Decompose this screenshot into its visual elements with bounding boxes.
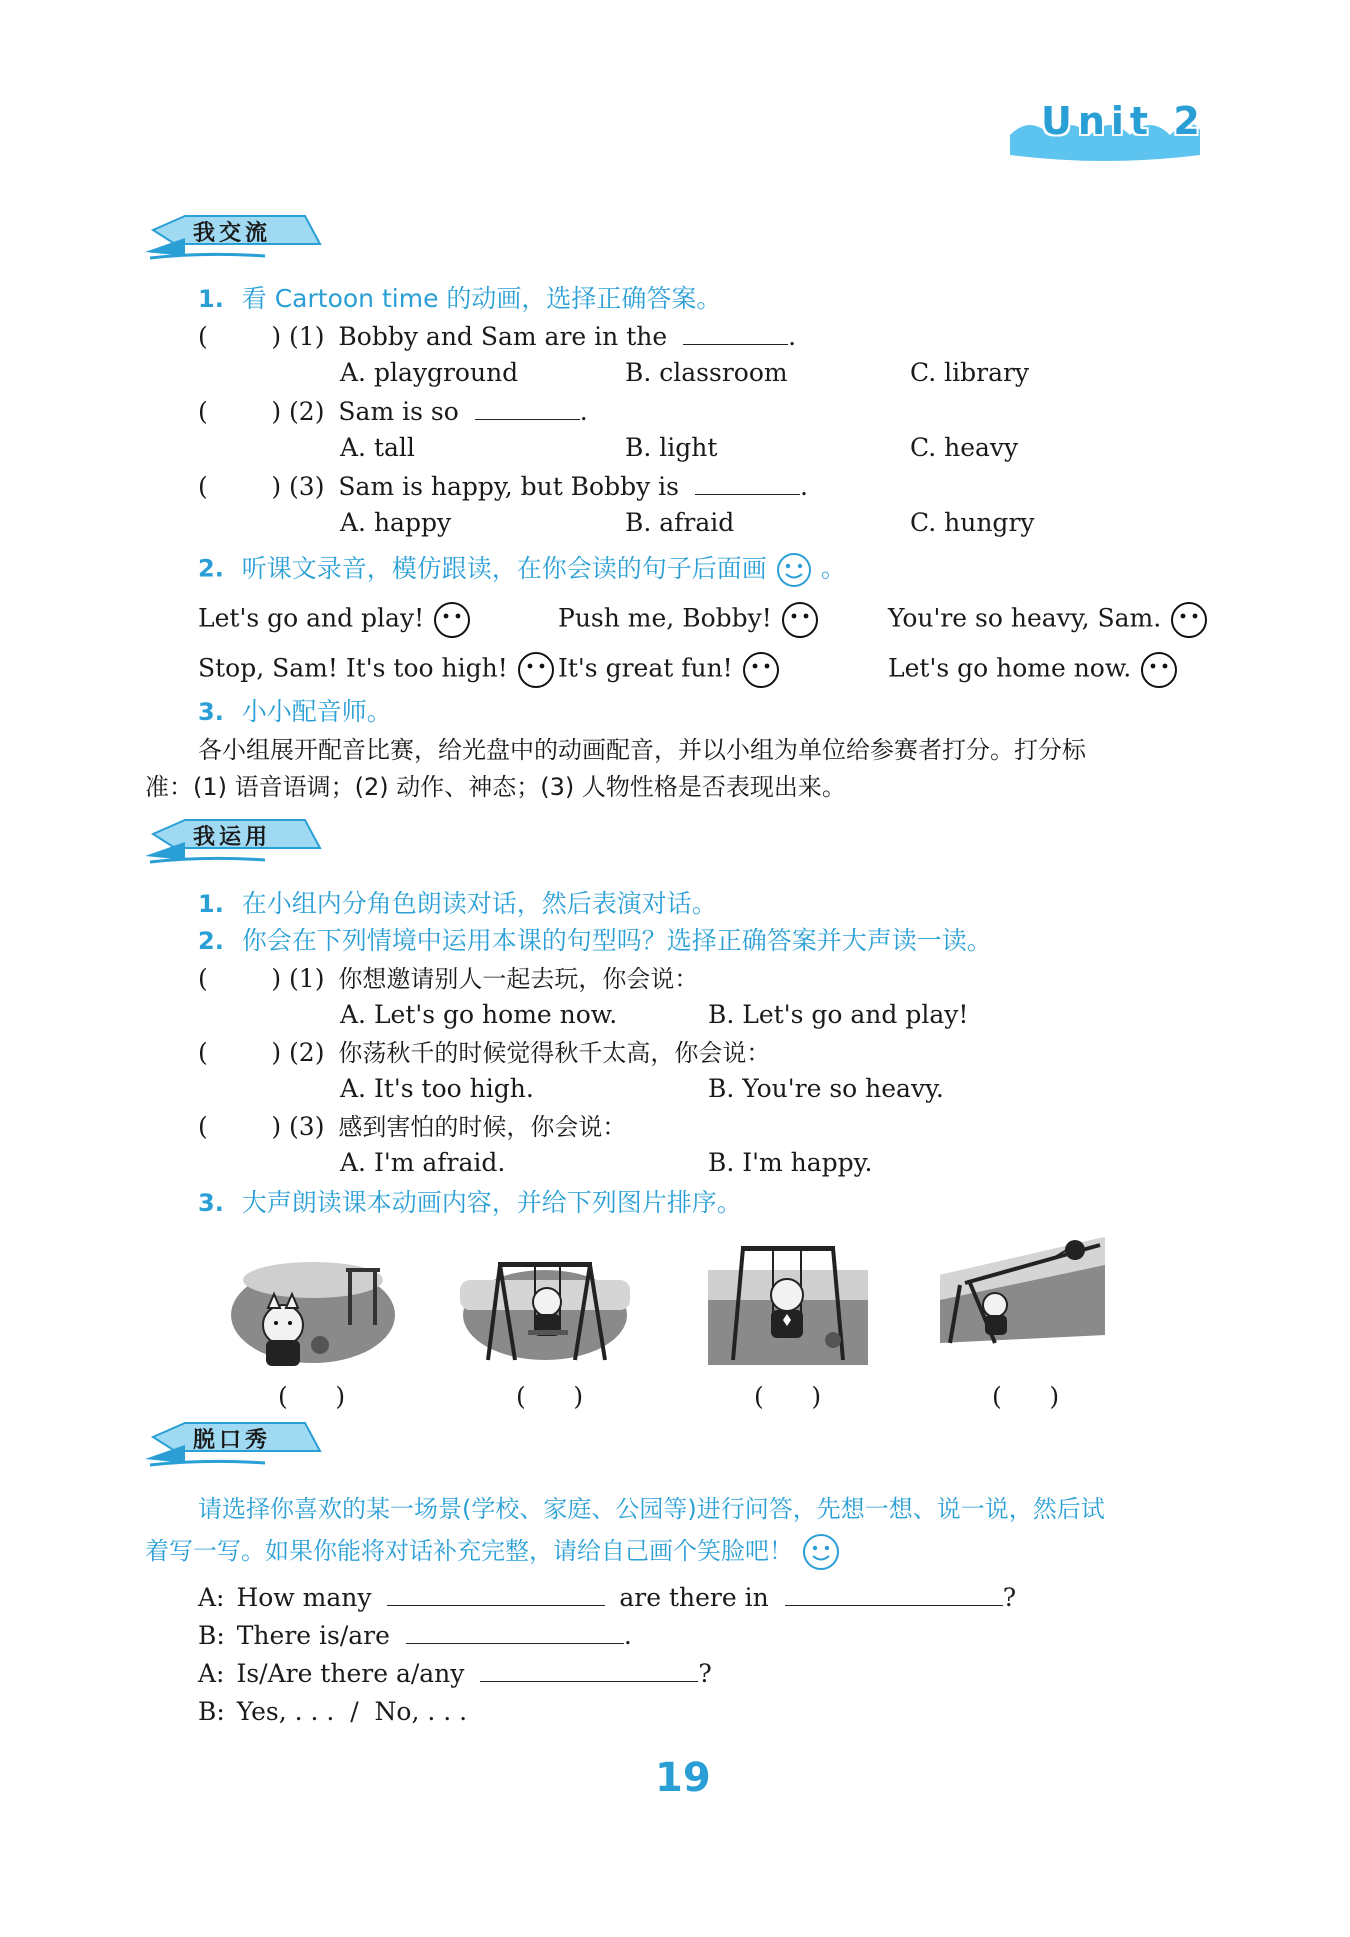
dialog-text: are there in <box>619 1583 769 1612</box>
item-number: (1) <box>289 964 325 993</box>
option-a[interactable]: A. playground <box>340 358 519 387</box>
cat-high-swing-image <box>935 1225 1120 1355</box>
item-stem: Sam is so <box>338 397 459 426</box>
sentence-1 <box>198 600 472 640</box>
dialog-text: Yes, . . . / No, . . . <box>236 1697 468 1726</box>
item-stem: 你荡秋千的时候觉得秋千太高，你会说： <box>338 1039 771 1067</box>
option-a[interactable]: A. Let's go home now. <box>340 1000 618 1029</box>
mc-item-3 <box>198 1112 626 1142</box>
order-paren-2[interactable]: ( ) <box>516 1382 584 1411</box>
dialog-end: ? <box>698 1659 712 1688</box>
speaker: B: <box>198 1621 225 1650</box>
sentence-2 <box>558 600 820 640</box>
option-b[interactable]: B. You're so heavy. <box>708 1074 944 1103</box>
dialog-line-3 <box>198 1659 712 1689</box>
item-number: (3) <box>289 472 325 501</box>
cat-in-park-image <box>228 1250 398 1370</box>
question-3-heading <box>198 1188 742 1218</box>
option-b[interactable]: B. classroom <box>625 358 788 387</box>
section-label-text: 我运用 <box>193 825 272 850</box>
dialog-text: How many <box>236 1583 372 1612</box>
cartoon-picture-2 <box>460 1250 630 1374</box>
item-number: (3) <box>289 1112 325 1141</box>
blank-face-icon[interactable] <box>780 600 820 640</box>
answer-paren[interactable]: ( ) <box>198 1112 282 1141</box>
answer-paren[interactable]: ( ) <box>198 964 282 993</box>
sentence-6 <box>888 650 1179 690</box>
dialog-line-1 <box>198 1583 1016 1613</box>
mc-item-2 <box>198 397 588 427</box>
option-a[interactable]: A. happy <box>340 508 452 537</box>
question-number: 2. <box>198 927 224 955</box>
speaker: B: <box>198 1697 225 1726</box>
fill-blank[interactable] <box>406 1621 624 1644</box>
speaker: A: <box>198 1659 225 1688</box>
mc-item-1 <box>198 322 796 352</box>
sentence-text: Push me, Bobby! <box>558 603 772 633</box>
speaker: A: <box>198 1583 225 1612</box>
sentence-text: It's great fun! <box>558 653 733 683</box>
answer-paren[interactable]: ( ) <box>198 322 282 351</box>
item-end: . <box>788 322 797 351</box>
mc-item-1 <box>198 964 698 994</box>
dialog-text: There is/are <box>236 1621 390 1650</box>
section-label-talk-show <box>145 1415 325 1473</box>
question-text: 小小配音师。 <box>241 697 392 726</box>
instruction-line-2: 准：(1) 语音语调；(2) 动作、神态；(3) 人物性格是否表现出来。 <box>145 773 846 801</box>
option-b[interactable]: B. I'm happy. <box>708 1148 873 1177</box>
question-number: 1. <box>198 890 224 918</box>
blank-face-icon[interactable] <box>1169 600 1209 640</box>
sentence-text: Let's go and play! <box>198 603 425 633</box>
mc-item-3 <box>198 472 808 502</box>
option-a[interactable]: A. I'm afraid. <box>340 1148 506 1177</box>
item-number: (2) <box>289 397 325 426</box>
option-c[interactable]: C. library <box>910 358 1030 387</box>
smiley-face-icon <box>775 551 813 589</box>
cat-pushing-swing-image <box>703 1240 873 1370</box>
item-number: (1) <box>289 322 325 351</box>
smiley-face-icon <box>801 1532 841 1572</box>
fill-blank[interactable] <box>480 1659 698 1682</box>
option-a[interactable]: A. tall <box>340 433 415 462</box>
mc-item-2 <box>198 1038 770 1068</box>
dialog-line-4 <box>198 1697 467 1727</box>
item-end: . <box>579 397 588 426</box>
question-number: 3. <box>198 698 224 726</box>
section-label-text: 脱口秀 <box>193 1428 272 1453</box>
item-number: (2) <box>289 1038 325 1067</box>
order-paren-4[interactable]: ( ) <box>992 1382 1060 1411</box>
sentence-text: Stop, Sam! It's too high! <box>198 653 508 683</box>
order-paren-3[interactable]: ( ) <box>754 1382 822 1411</box>
question-text: 你会在下列情境中运用本课的句型吗？选择正确答案并大声读一读。 <box>241 926 992 955</box>
option-b[interactable]: B. afraid <box>625 508 735 537</box>
question-2-heading <box>198 926 992 956</box>
question-text: 看 Cartoon time 的动画，选择正确答案。 <box>241 284 722 313</box>
fill-blank[interactable] <box>387 1583 605 1606</box>
instruction-text: 着写一写。如果你能将对话补充完整，请给自己画个笑脸吧！ <box>145 1537 793 1565</box>
dialog-end: . <box>623 1621 632 1650</box>
item-end: . <box>799 472 808 501</box>
option-b[interactable]: B. Let's go and play! <box>708 1000 969 1029</box>
sentence-5 <box>558 650 781 690</box>
section-label-communicate <box>145 208 325 266</box>
answer-blank[interactable] <box>683 322 788 345</box>
instruction-line-1: 各小组展开配音比赛，给光盘中的动画配音，并以小组为单位给参赛者打分。打分标 <box>198 736 1086 764</box>
item-stem: 你想邀请别人一起去玩，你会说： <box>338 965 699 993</box>
question-number: 3. <box>198 1189 224 1217</box>
item-stem: Sam is happy, but Bobby is <box>338 472 680 501</box>
dialog-text: Is/Are there a/any <box>236 1659 465 1688</box>
blank-face-icon[interactable] <box>741 650 781 690</box>
talk-instruction-line-1: 请选择你喜欢的某一场景(学校、家庭、公园等)进行问答，先想一想、说一说，然后试 <box>198 1495 1105 1523</box>
blank-face-icon[interactable] <box>516 650 556 690</box>
sentence-4 <box>198 650 556 690</box>
cartoon-picture-3 <box>703 1240 873 1374</box>
section-label-apply <box>145 812 325 870</box>
cat-on-swing-image <box>460 1250 630 1370</box>
sentence-3 <box>888 600 1209 640</box>
question-text: 大声朗读课本动画内容，并给下列图片排序。 <box>241 1188 742 1217</box>
answer-blank[interactable] <box>475 397 580 420</box>
answer-paren[interactable]: ( ) <box>198 1038 282 1067</box>
item-stem: Bobby and Sam are in the <box>338 322 668 351</box>
blank-face-icon[interactable] <box>1139 650 1179 690</box>
dialog-line-2 <box>198 1621 632 1651</box>
section-label-text: 我交流 <box>193 221 272 246</box>
question-1-heading <box>198 889 717 919</box>
unit-title: Unit 2 <box>1041 99 1206 143</box>
order-paren-1[interactable]: ( ) <box>278 1382 346 1411</box>
sentence-text: Let's go home now. <box>888 653 1132 683</box>
question-3-heading <box>198 697 392 727</box>
question-text: 在小组内分角色朗读对话，然后表演对话。 <box>241 889 717 918</box>
question-text: 听课文录音，模仿跟读，在你会读的句子后面画 <box>241 553 767 583</box>
cartoon-picture-1 <box>228 1250 398 1374</box>
page-number: 19 <box>655 1755 711 1801</box>
dialog-end: ? <box>1002 1583 1017 1612</box>
fill-blank[interactable] <box>785 1583 1003 1606</box>
item-stem: 感到害怕的时候，你会说： <box>338 1113 627 1141</box>
question-end: 。 <box>820 553 846 583</box>
option-c[interactable]: C. hungry <box>910 508 1035 537</box>
option-b[interactable]: B. light <box>625 433 718 462</box>
question-number: 1. <box>198 285 224 313</box>
blank-face-icon[interactable] <box>432 600 472 640</box>
question-2-heading <box>198 551 846 589</box>
question-number: 2. <box>198 554 224 583</box>
sentence-text: You're so heavy, Sam. <box>888 603 1162 633</box>
answer-paren[interactable]: ( ) <box>198 472 282 501</box>
answer-paren[interactable]: ( ) <box>198 397 282 426</box>
answer-blank[interactable] <box>695 472 800 495</box>
option-a[interactable]: A. It's too high. <box>340 1074 534 1103</box>
option-c[interactable]: C. heavy <box>910 433 1019 462</box>
talk-instruction-line-2 <box>145 1532 841 1572</box>
question-1-heading <box>198 284 721 314</box>
cartoon-picture-4 <box>935 1225 1120 1359</box>
unit-header <box>1005 95 1205 155</box>
